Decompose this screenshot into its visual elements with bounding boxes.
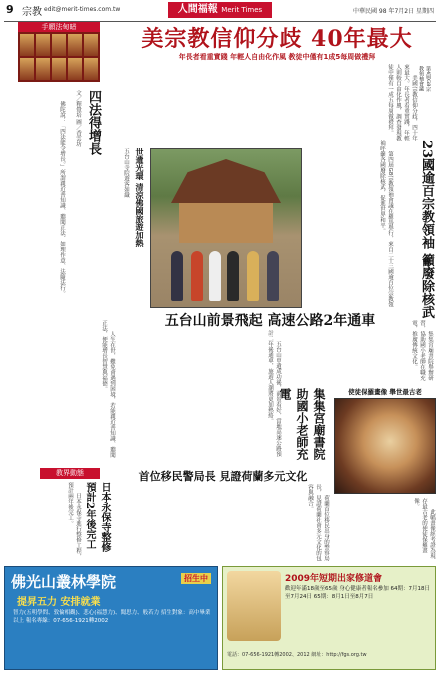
column-body-lower: 人生在世，難免會遇到困境，若能親近善知識、聽聞正法，便能增長智慧與福德。 [101, 320, 115, 458]
retreat-ad[interactable] [222, 566, 436, 670]
lead-headline: 美宗教信仰分歧 40年最大 [141, 26, 413, 52]
feature-photo-credit: 五台山寺院遊客如織 [123, 148, 129, 198]
middle-photo-caption: 使徒保羅畫像 舉世最古老 [348, 388, 422, 396]
feature-headline: 五台山前景飛起 高速公路2年通車 [164, 313, 376, 329]
masthead-en: Merit Times [221, 6, 263, 14]
right-story-title: 23國逾百宗教領袖 籲廢除核武 [419, 140, 434, 319]
art-image-grid [18, 32, 100, 82]
right-story-kicker: 第4屆G8宗教領袖會議 [418, 66, 431, 92]
masthead-cn: 人間福報 [177, 4, 218, 15]
feature-photo-caption: 世遺光環 清涼佛國旅遊加熱 [135, 148, 145, 247]
college-ad-body: 智力(五明學問、敦倫相觀)、悲心(福慧力)、聞思力、般若力 招生對象：高中畢業以上 報名專線：07-656-1921轉2002 [13, 610, 211, 624]
apostle-paul-painting [334, 398, 436, 494]
feature-photo [150, 148, 302, 308]
lower-headline: 首位移民警局長 見證荷蘭多元文化 [138, 470, 308, 483]
news-tag: 教界動態 [40, 468, 100, 479]
column-tag: 手願法甸暗 [18, 22, 100, 33]
lower-side-body: 此幅畫像經考證為現存最古老的使徒保羅畫像。 [413, 498, 435, 559]
college-ad-title: 佛光山叢林學院 [11, 573, 117, 591]
feature-body: 五台山申遺成功後，前景看好，當地高速公路預計二年後通車，旅遊人潮將更加熱絡。 [267, 330, 281, 457]
masthead [168, 2, 272, 18]
column-byline: 文／釋覺培 圖／香雲坊 [75, 90, 81, 147]
left-lower-body: 日本永保寺進行整修工程，預計兩年後完工。 [67, 482, 81, 559]
college-ad-slogan: 提昇五力 安排就業 [17, 597, 101, 608]
lower-body: 荷蘭首位移民出身的警察局長，見證荷蘭社會多元文化的包容與融合。 [307, 484, 329, 561]
column-body: 佛陀說：「四法能令增長。」所謂親近善知識、聽聞正法、如理作意、法隨法行。 [59, 90, 65, 297]
dateline: 中華民國 98 年7月2日 星期四 [353, 8, 434, 15]
middle-story-body: 集集宮廟書院舉辦研習，協助國小老師在職充電，推廣傳統文化。 [411, 320, 433, 381]
lead-subhead: 年長者看重實踐 年輕人自由化作風 教徒中僅有1成5每周做禮拜 [178, 53, 376, 61]
left-lower-title: 日本永保寺整修 預計2年後完工 [84, 482, 110, 552]
college-ad[interactable] [4, 566, 218, 670]
middle-story-title: 集集宮廟書院 助國小老師充電 [278, 388, 326, 460]
buddha-image [227, 571, 281, 641]
college-ad-badge: 招生中 [181, 573, 211, 584]
retreat-ad-title: 2009年短期出家修道會 [285, 574, 383, 584]
section-email: edit@merit-times.com.tw [44, 6, 121, 13]
lead-body: 美國宗教信仰分歧，四十年來最大。年長者看重實踐，年輕人則較自由化作風，調查發現教徒中僅有一成五每周做禮拜。 [387, 64, 417, 141]
column-title: 四法得增長 [86, 90, 101, 155]
page-number: 9 [6, 3, 14, 16]
retreat-ad-body: 歡迎年滿18歲至65歲 身心健康者報名參加 64期：7月18日至7月24日 65期：8月1日至8月7日 [285, 586, 430, 600]
retreat-ad-footer: 電話：07-656-1921轉2002、2012 網址：http://fgs.org.tw [227, 652, 367, 658]
section-name: 宗教 [22, 7, 42, 18]
right-story-body: 第四屆G8宗教領袖會議在羅馬舉行，來自二十三國逾百位宗教領袖呼籲各國廢除核武，促進世界和平。 [379, 140, 393, 308]
